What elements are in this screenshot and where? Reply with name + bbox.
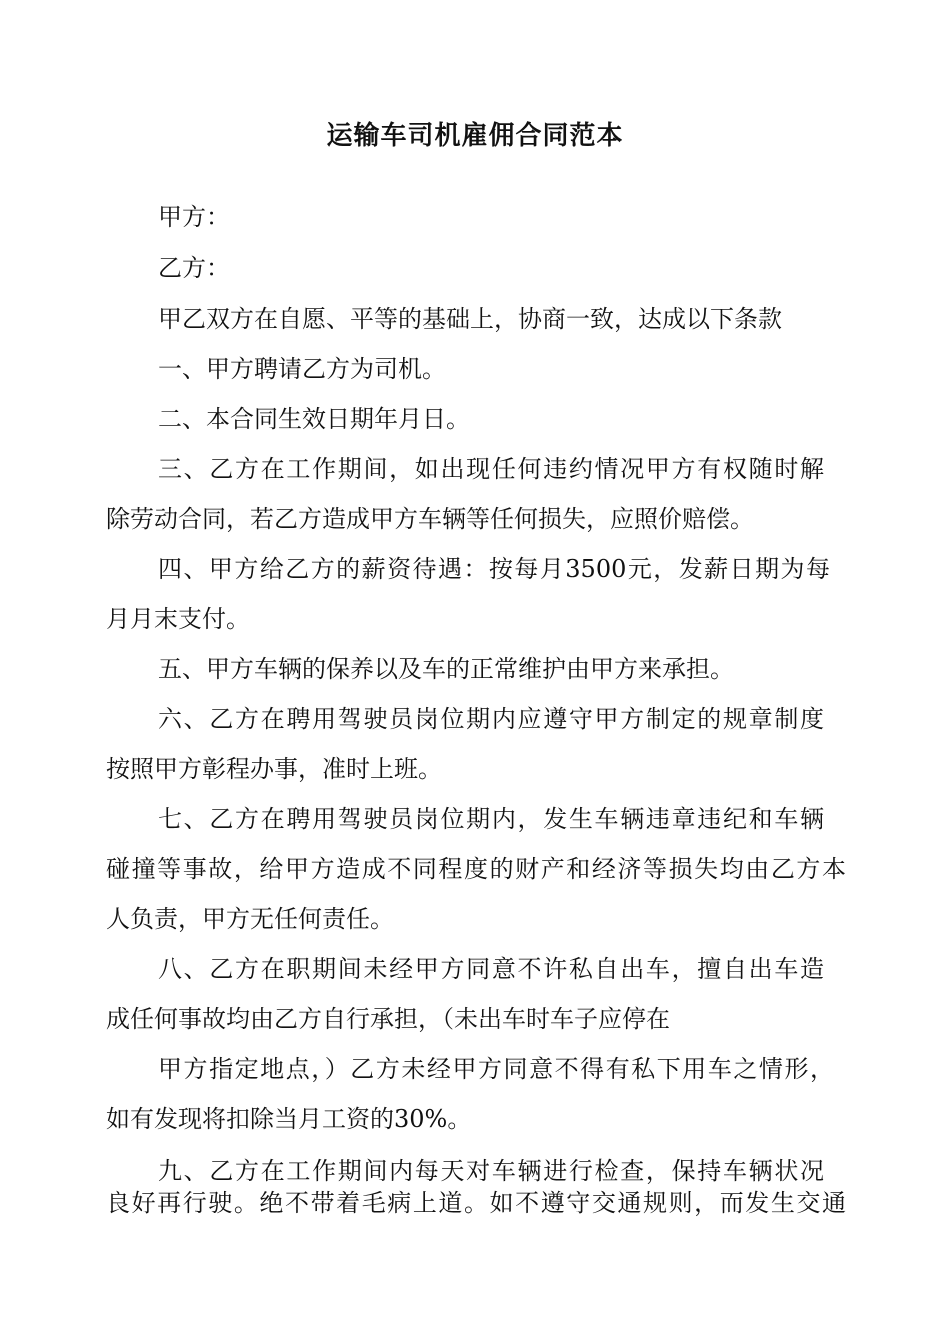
clause-8-line-3: 甲方指定地点，）乙方未经甲方同意不得有私下用车之情形， <box>158 1055 834 1083</box>
clause-9-line-2: 良好再行驶。绝不带着毛病上道。如不遵守交通规则，而发生交通 <box>106 1189 846 1217</box>
clause-7-line-1: 七、乙方在聘用驾驶员岗位期内，发生车辆违章违纪和车辆 <box>158 805 824 833</box>
document-title: 运输车司机雇佣合同范本 <box>326 121 624 151</box>
party-a-label: 甲方： <box>158 203 230 231</box>
intro-paragraph: 甲乙双方在自愿、平等的基础上，协商一致，达成以下条款 <box>158 305 782 333</box>
clause-9-line-1: 九、乙方在工作期间内每天对车辆进行检查，保持车辆状况 <box>158 1157 824 1185</box>
clause-7-line-3: 人负责，甲方无任何责任。 <box>106 905 394 933</box>
clause-8-line-4: 如有发现将扣除当月工资的30%。 <box>106 1105 472 1133</box>
clause-4-line-1: 四、甲方给乙方的薪资待遇：按每月3500元，发薪日期为每 <box>158 555 830 583</box>
clause-5: 五、甲方车辆的保养以及车的正常维护由甲方来承担。 <box>158 655 734 683</box>
clause-4-line-2: 月月末支付。 <box>106 605 250 633</box>
clause-6-line-2: 按照甲方彰程办事，准时上班。 <box>106 755 442 783</box>
clause-7-line-2: 碰撞等事故，给甲方造成不同程度的财产和经济等损失均由乙方本 <box>106 855 846 883</box>
clause-1: 一、甲方聘请乙方为司机。 <box>158 355 446 383</box>
clause-2: 二、本合同生效日期年月日。 <box>158 405 470 433</box>
clause-8-line-1: 八、乙方在职期间未经甲方同意不许私自出车，擅自出车造 <box>158 955 824 983</box>
party-b-label: 乙方： <box>158 254 230 282</box>
clause-6-line-1: 六、乙方在聘用驾驶员岗位期内应遵守甲方制定的规章制度 <box>158 705 824 733</box>
clause-8-line-2: 成任何事故均由乙方自行承担，（未出车时车子应停在 <box>106 1005 670 1033</box>
clause-3-line-2: 除劳动合同，若乙方造成甲方车辆等任何损失，应照价赔偿。 <box>106 505 754 533</box>
clause-3-line-1: 三、乙方在工作期间，如出现任何违约情况甲方有权随时解 <box>158 455 824 483</box>
